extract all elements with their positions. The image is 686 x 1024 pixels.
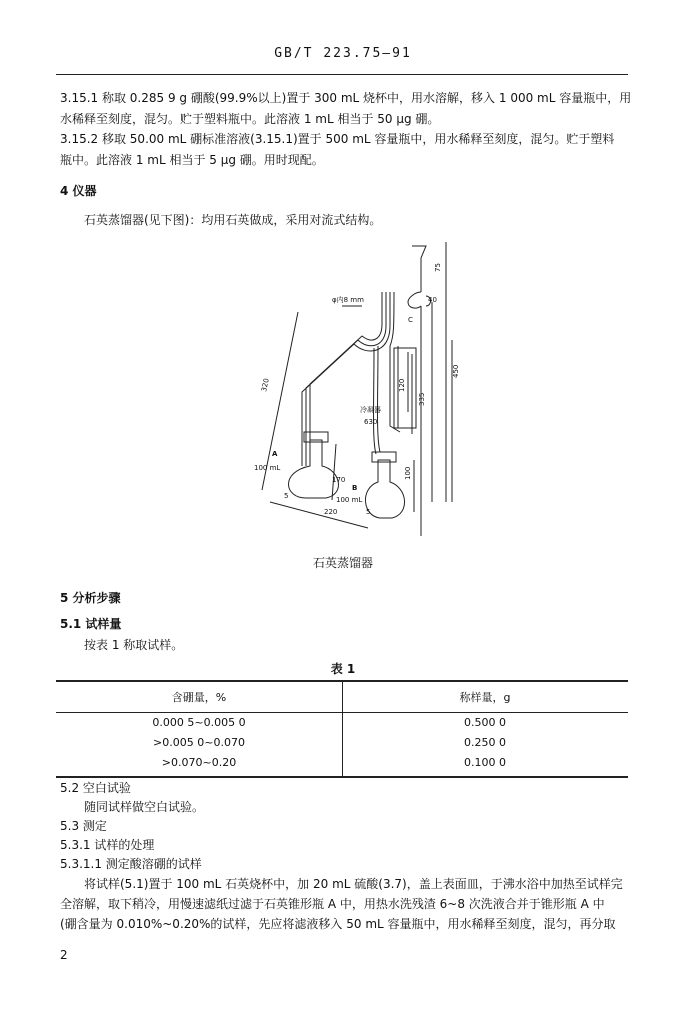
- label-phi: φ内8 mm: [332, 296, 364, 304]
- para-3-15-2-line2: 瓶中。此溶液 1 mL 相当于 5 μg 硼。用时现配。: [60, 153, 324, 167]
- table-header-sample-mass: 称样量，g: [459, 691, 511, 704]
- label-40: 40: [428, 296, 437, 304]
- table-cell: >0.005 0~0.070: [153, 736, 245, 749]
- section-5-1-title: 5.1 试样量: [60, 617, 122, 631]
- section-5-2-title: 5.2 空白试验: [60, 781, 131, 795]
- section-5-3-1-1-title: 5.3.1.1 测定酸溶硼的试样: [60, 857, 202, 871]
- label-120: 120: [398, 378, 406, 392]
- section-5-3-1-title: 5.3.1 试样的处理: [60, 838, 155, 852]
- header-rule: [56, 74, 628, 75]
- section-5-1-text: 按表 1 称取试样。: [84, 638, 184, 652]
- section-5-3-1-1-line1: 将试样(5.1)置于 100 mL 石英烧杯中，加 20 mL 硫酸(3.7)，盖上表面皿，于沸水浴中加热至试样完: [84, 877, 623, 891]
- label-220: 220: [324, 508, 338, 516]
- para-3-15-1-line2: 水稀释至刻度，混匀。贮于塑料瓶中。此溶液 1 mL 相当于 50 μg 硼。: [60, 112, 440, 126]
- page-number: 2: [60, 948, 68, 962]
- label-flask-b-volume: 100 mL: [336, 496, 363, 504]
- label-condenser: 冷凝器: [360, 406, 381, 414]
- section-5-2-text: 随同试样做空白试验。: [84, 800, 205, 814]
- label-5-left: 5: [284, 492, 289, 500]
- para-3-15-2-line1: 3.15.2 移取 50.00 mL 硼标准溶液(3.15.1)置于 500 mL 容量瓶中，用水稀释至刻度，混匀。贮于塑料: [60, 132, 615, 146]
- section-4-title: 4 仪器: [60, 184, 97, 198]
- label-100: 100: [404, 466, 412, 480]
- label-5-right: 5: [366, 508, 371, 516]
- label-75: 75: [434, 263, 442, 272]
- table-header-boron-content: 含硼量，%: [171, 691, 227, 704]
- table-cell: 0.250 0: [464, 736, 506, 749]
- table-cell: 0.500 0: [464, 716, 506, 729]
- label-flask-b: B: [352, 484, 358, 492]
- table-cell: 0.000 5~0.005 0: [152, 716, 246, 729]
- label-630: 630: [364, 418, 378, 426]
- label-450: 450: [452, 364, 460, 378]
- figure-caption: 石英蒸馏器: [312, 556, 373, 570]
- quartz-distiller-figure: [240, 236, 480, 536]
- table-cell: 0.100 0: [464, 756, 506, 769]
- section-5-3-1-1-line3: (硼含量为 0.010%~0.20%的试样，先应将滤液移入 50 mL 容量瓶中，用水稀释至刻度，混匀，再分取: [60, 917, 616, 931]
- table-1-title: 表 1: [330, 662, 356, 676]
- section-5-title: 5 分析步骤: [60, 591, 121, 605]
- label-320: 320: [260, 377, 271, 393]
- label-flask-a: A: [272, 450, 278, 458]
- label-point-c: C: [408, 316, 413, 324]
- section-5-3-1-1-line2: 全溶解，取下稍冷，用慢速滤纸过滤于石英锥形瓶 A 中，用热水洗残渣 6~8 次洗液合并于锥形瓶 A 中: [60, 897, 605, 911]
- para-3-15-1-line1: 3.15.1 称取 0.285 9 g 硼酸(99.9%以上)置于 300 mL 烧杯中，用水溶解，移入 1 000 mL 容量瓶中，用: [60, 91, 632, 105]
- section-4-text: 石英蒸馏器(见下图)：均用石英做成，采用对流式结构。: [84, 213, 382, 227]
- label-170: 170: [332, 476, 346, 484]
- table-bottom-rule: [56, 776, 628, 778]
- label-flask-a-volume: 100 mL: [254, 464, 281, 472]
- table-cell: >0.070~0.20: [161, 756, 237, 769]
- section-5-3-title: 5.3 测定: [60, 819, 107, 833]
- label-335: 335: [418, 392, 426, 406]
- page-header: GB/T 223.75—91: [274, 46, 412, 61]
